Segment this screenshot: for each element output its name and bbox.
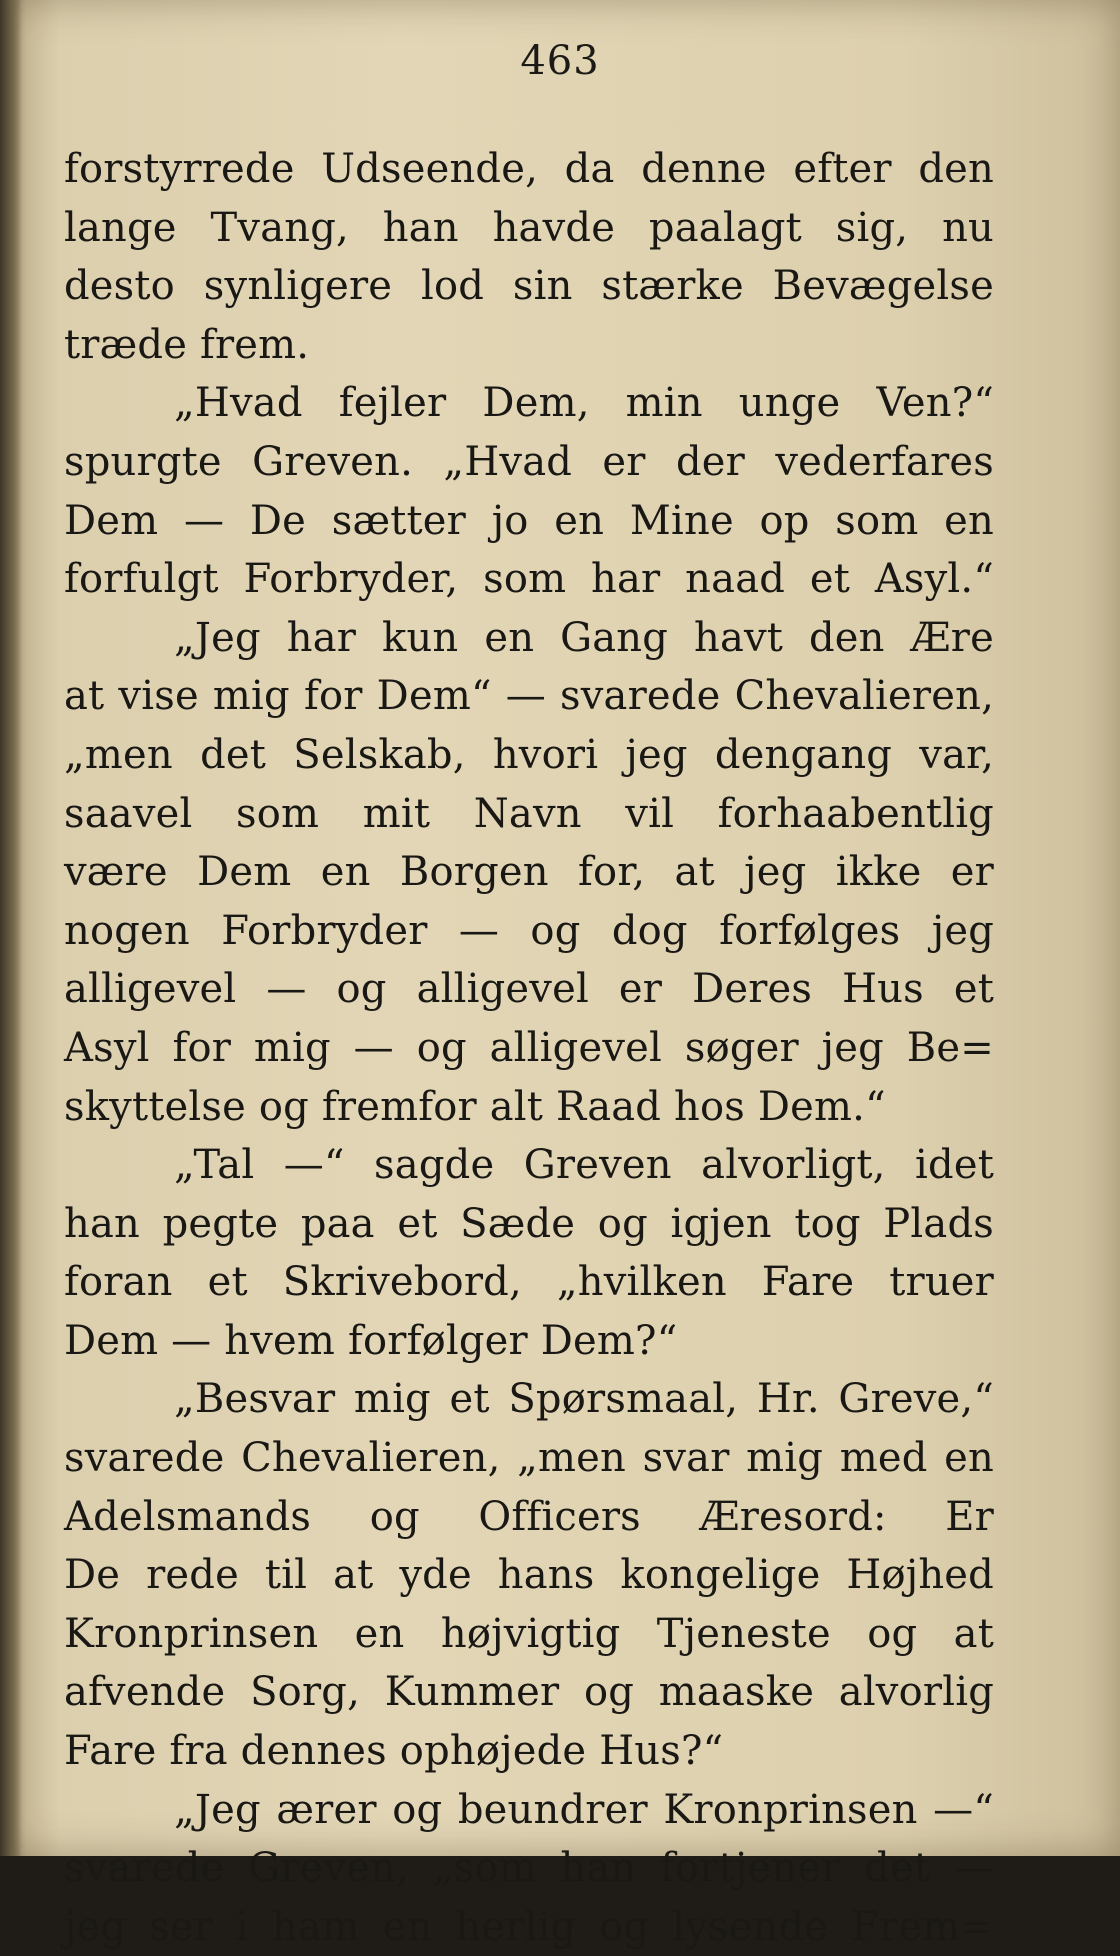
text-line: afvende Sorg, Kummer og maaske alvorlig bbox=[64, 1669, 994, 1716]
text-line: alligevel — og alligevel er Deres Hus et bbox=[64, 966, 994, 1013]
text-line: „Jeg har kun en Gang havt den Ære bbox=[174, 614, 994, 661]
text-line: at vise mig for Dem“ — svarede Chevalieren, bbox=[64, 673, 994, 720]
text-line: svarede Greven, „som han fortjener det — bbox=[64, 1845, 994, 1892]
text-line: spurgte Greven. „Hvad er der vederfares bbox=[64, 438, 994, 485]
text-line: træde frem. bbox=[64, 321, 310, 368]
text-line: jeg ser i ham en herlig og lysende Frem= bbox=[64, 1903, 994, 1950]
page-gutter bbox=[0, 0, 22, 1856]
text-line: „Jeg ærer og beundrer Kronprinsen —“ bbox=[174, 1786, 994, 1833]
text-line: saavel som mit Navn vil forhaabentlig bbox=[64, 790, 994, 837]
text-line: „Hvad fejler Dem, min unge Ven?“ bbox=[174, 380, 994, 427]
text-line: være Dem en Borgen for, at jeg ikke er bbox=[64, 849, 994, 896]
text-line: forfulgt Forbryder, som har naad et Asyl.“ bbox=[64, 556, 994, 603]
text-line: lange Tvang, han havde paalagt sig, nu bbox=[64, 204, 994, 251]
text-line: „men det Selskab, hvori jeg dengang var, bbox=[64, 731, 994, 778]
text-line: „Besvar mig et Spørsmaal, Hr. Greve,“ bbox=[174, 1376, 994, 1423]
text-line: forstyrrede Udseende, da denne efter den bbox=[64, 146, 994, 192]
text-line: Adelsmands og Officers Æresord: Er bbox=[64, 1493, 994, 1540]
page-number: 463 bbox=[520, 38, 600, 84]
text-line: desto synligere lod sin stærke Bevægelse bbox=[64, 263, 994, 310]
text-line: svarede Chevalieren, „men svar mig med en bbox=[64, 1435, 994, 1482]
text-line: „Tal —“ sagde Greven alvorligt, idet bbox=[174, 1142, 994, 1189]
text-line: Dem — hvem forfølger Dem?“ bbox=[64, 1317, 678, 1364]
text-line: Kronprinsen en højvigtig Tjeneste og at bbox=[64, 1610, 994, 1657]
text-line: han pegte paa et Sæde og igjen tog Plads bbox=[64, 1200, 994, 1247]
text-line: De rede til at yde hans kongelige Højhed bbox=[64, 1552, 994, 1599]
text-line: Fare fra dennes ophøjede Hus?“ bbox=[64, 1728, 724, 1775]
text-line: Dem — De sætter jo en Mine op som en bbox=[64, 497, 994, 544]
body-text bbox=[64, 140, 994, 1956]
text-line: nogen Forbryder — og dog forfølges jeg bbox=[64, 907, 994, 954]
text-line: skyttelse og fremfor alt Raad hos Dem.“ bbox=[64, 1083, 886, 1130]
text-line: foran et Skrivebord, „hvilken Fare truer bbox=[64, 1259, 994, 1306]
text-line: Asyl for mig — og alligevel søger jeg Be= bbox=[64, 1024, 994, 1071]
